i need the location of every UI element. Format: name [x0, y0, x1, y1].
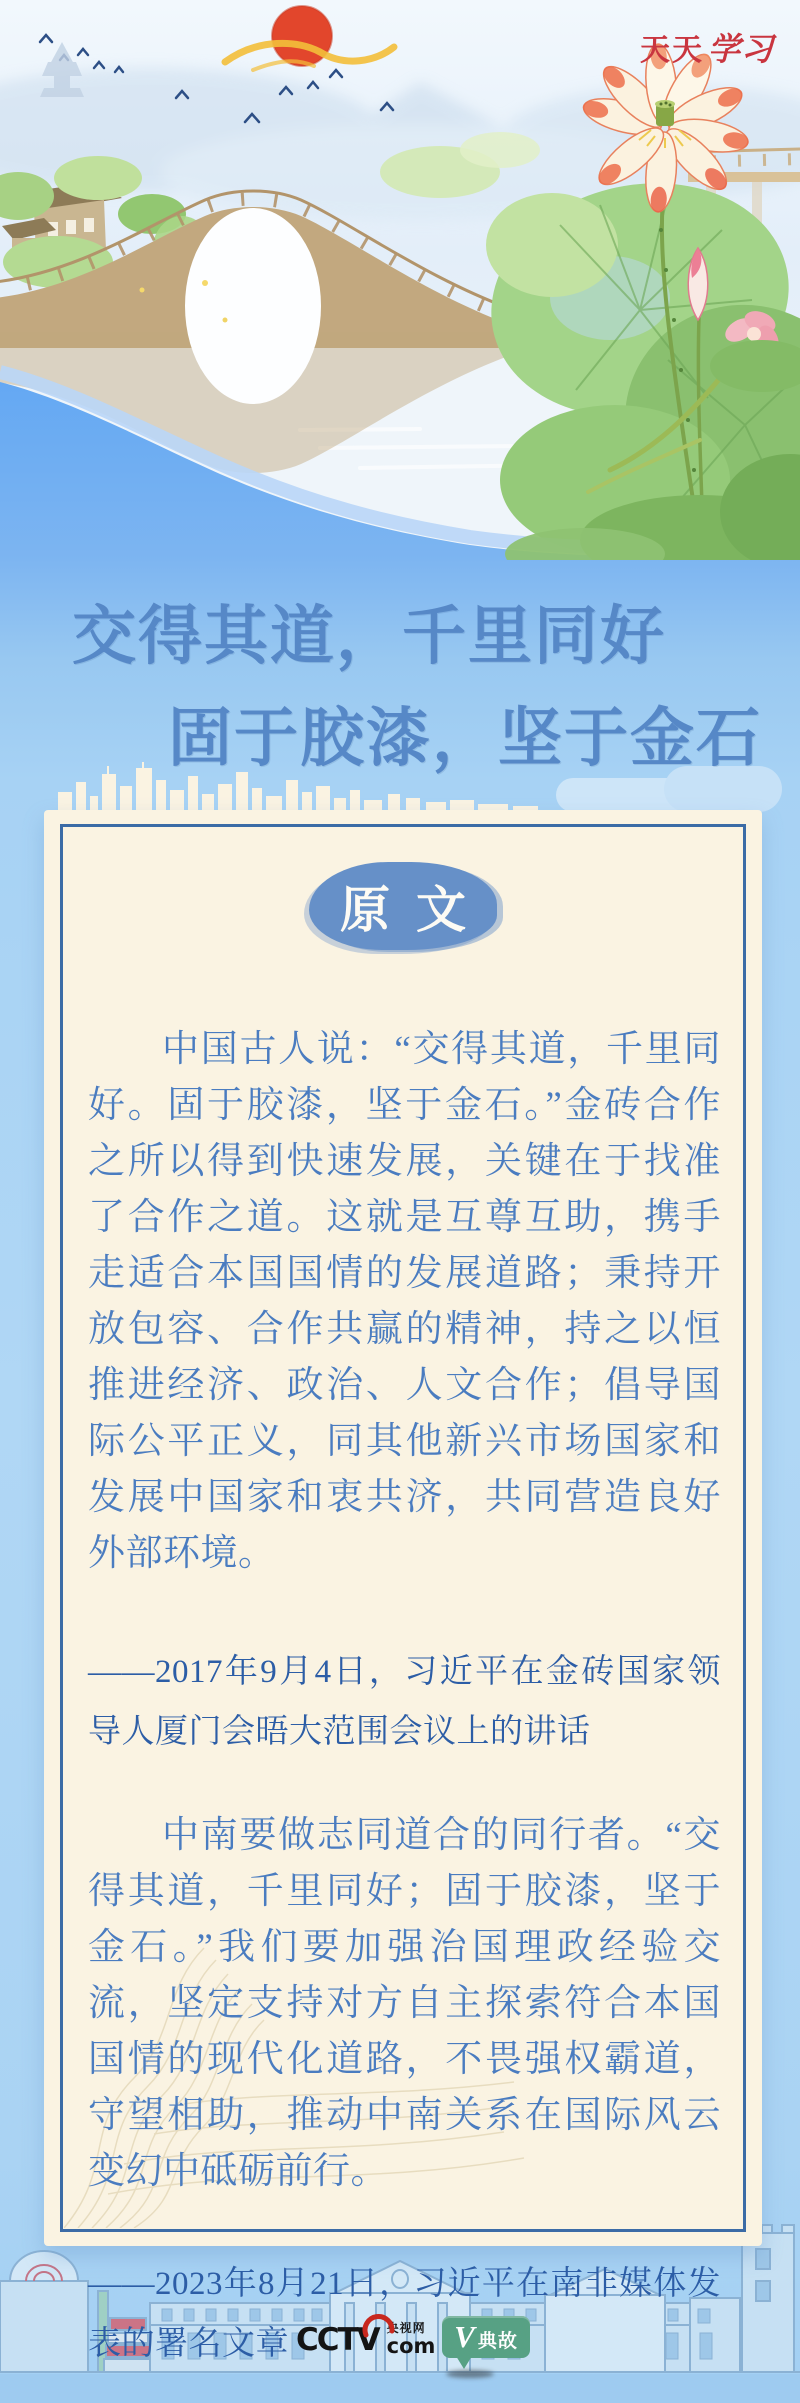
cctv-domain: com	[386, 2334, 436, 2358]
quote-attribution-2: ——2023年8月21日，习近平在南非媒体发表的署名文章	[88, 2266, 721, 2362]
poster-title	[0, 586, 800, 790]
cctv-logo	[296, 2320, 435, 2364]
title-line-1: 交得其道，千里同好	[72, 601, 666, 672]
cctv-site-label: 央视网	[386, 2321, 426, 2335]
v-badge-text: 典故	[477, 2330, 518, 2352]
logo-text-script: 学习	[708, 31, 775, 67]
cctv-wordmark: CCTV	[296, 2322, 379, 2358]
tiantianxuexi-logo	[640, 24, 790, 70]
original-text-badge	[309, 862, 497, 950]
quote-paragraph-2: 中南要做志同道合的同行者。“交得其道，千里同好；固于胶漆，坚于金石。”我们要加强治国理政经验交流，坚定支持对方自主探索符合本国国情的现代化道路，不畏强权霸道，守望相助，推动中南关系在国际风云变幻中砥砺前行。	[88, 1815, 721, 2192]
v-badge-letter: V	[454, 2319, 475, 2354]
v-diangu-badge	[442, 2316, 530, 2358]
cctv-swoosh-icon	[360, 2308, 396, 2344]
logo-text-regular: 天天	[640, 34, 704, 67]
badge-label: 原文	[340, 882, 492, 938]
header-illustration	[0, 0, 800, 560]
quote-attribution-1: ——2017年9月4日，习近平在金砖国家领导人厦门会晤大范围会议上的讲话	[88, 1654, 721, 1750]
card-text-area	[44, 1022, 762, 2374]
title-line-2: 固于胶漆，坚于金石	[168, 703, 762, 774]
quote-paragraph-1: 中国古人说：“交得其道，千里同好。固于胶漆，坚于金石。”金砖合作之所以得到快速发展，关键在于找准了合作之道。这就是互尊互助，携手走适合本国国情的发展道路；秉持开放包容、合作共赢的精神，持之以恒推进经济、政治、人文合作；倡导国际公平正义，同其他新兴市场国家和发展中国家和衷共济，共同营造良好外部环境。	[88, 1029, 721, 1574]
